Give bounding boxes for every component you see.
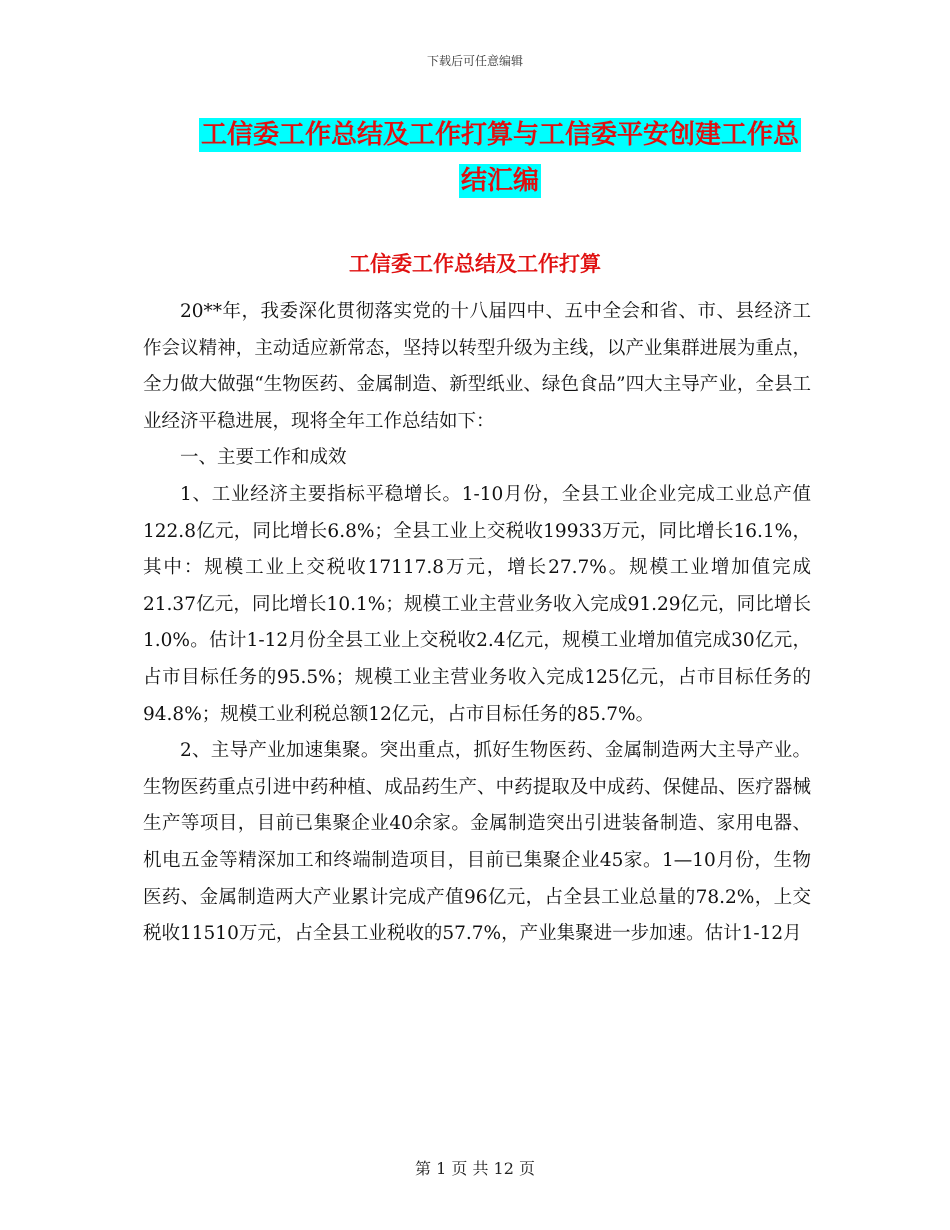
- paragraph-intro: 20**年，我委深化贯彻落实党的十八届四中、五中全会和省、市、县经济工作会议精神，主动适应新常态，坚持以转型升级为主线，以产业集群进展为重点，全力做大做强“生物医药、金属制造、新型纸业、绿色食品”四大主导产业，全县工业经济平稳进展，现将全年工作总结如下：: [143, 301, 811, 432]
- document-title: [140, 112, 860, 204]
- section-title: 工信委工作总结及工作打算: [349, 252, 601, 276]
- document-title-line-2: 结汇编: [460, 166, 539, 196]
- document-title-line-1: 工信委工作总结及工作打算与工信委平安创建工作总: [200, 120, 799, 150]
- document-body: [143, 294, 811, 953]
- header-note: 下载后可任意编辑: [426, 54, 523, 68]
- paragraph-heading-main-work: 一、主要工作和成效: [180, 447, 347, 469]
- paragraph-industrial-indicators: 1、工业经济主要指标平稳增长。1-10月份，全县工业企业完成工业总产值122.8亿元，同比增长6.8%；全县工业上交税收19933万元，同比增长16.1%，其中：规模工业上交税收17117.8万元，增长27.7%。规模工业增加值完成21.37亿元，同比增长10.1%；规模工业主营业务收入完成91.29亿元，同比增长1.0%。估计1-12月份全县工业上交税收2.4亿元，规模工业增加值完成30亿元，占市目标任务的95.5%；规模工业主营业务收入完成125亿元，占市目标任务的94.8%；规模工业利税总额12亿元，占市目标任务的85.7%。: [143, 483, 811, 725]
- page-footer: 第 1 页 共 12 页: [415, 1159, 535, 1178]
- paragraph-leading-industries: 2、主导产业加速集聚。突出重点，抓好生物医药、金属制造两大主导产业。生物医药重点引进中药种植、成品药生产、中药提取及中成药、保健品、医疗器械生产等项目，目前已集聚企业40余家。金属制造突出引进装备制造、家用电器、机电五金等精深加工和终端制造项目，目前已集聚企业45家。1—10月份，生物医药、金属制造两大产业累计完成产值96亿元，占全县工业总量的78.2%，上交税收11510万元，占全县工业税收的57.7%，产业集聚进一步加速。估计1-12月: [143, 740, 811, 945]
